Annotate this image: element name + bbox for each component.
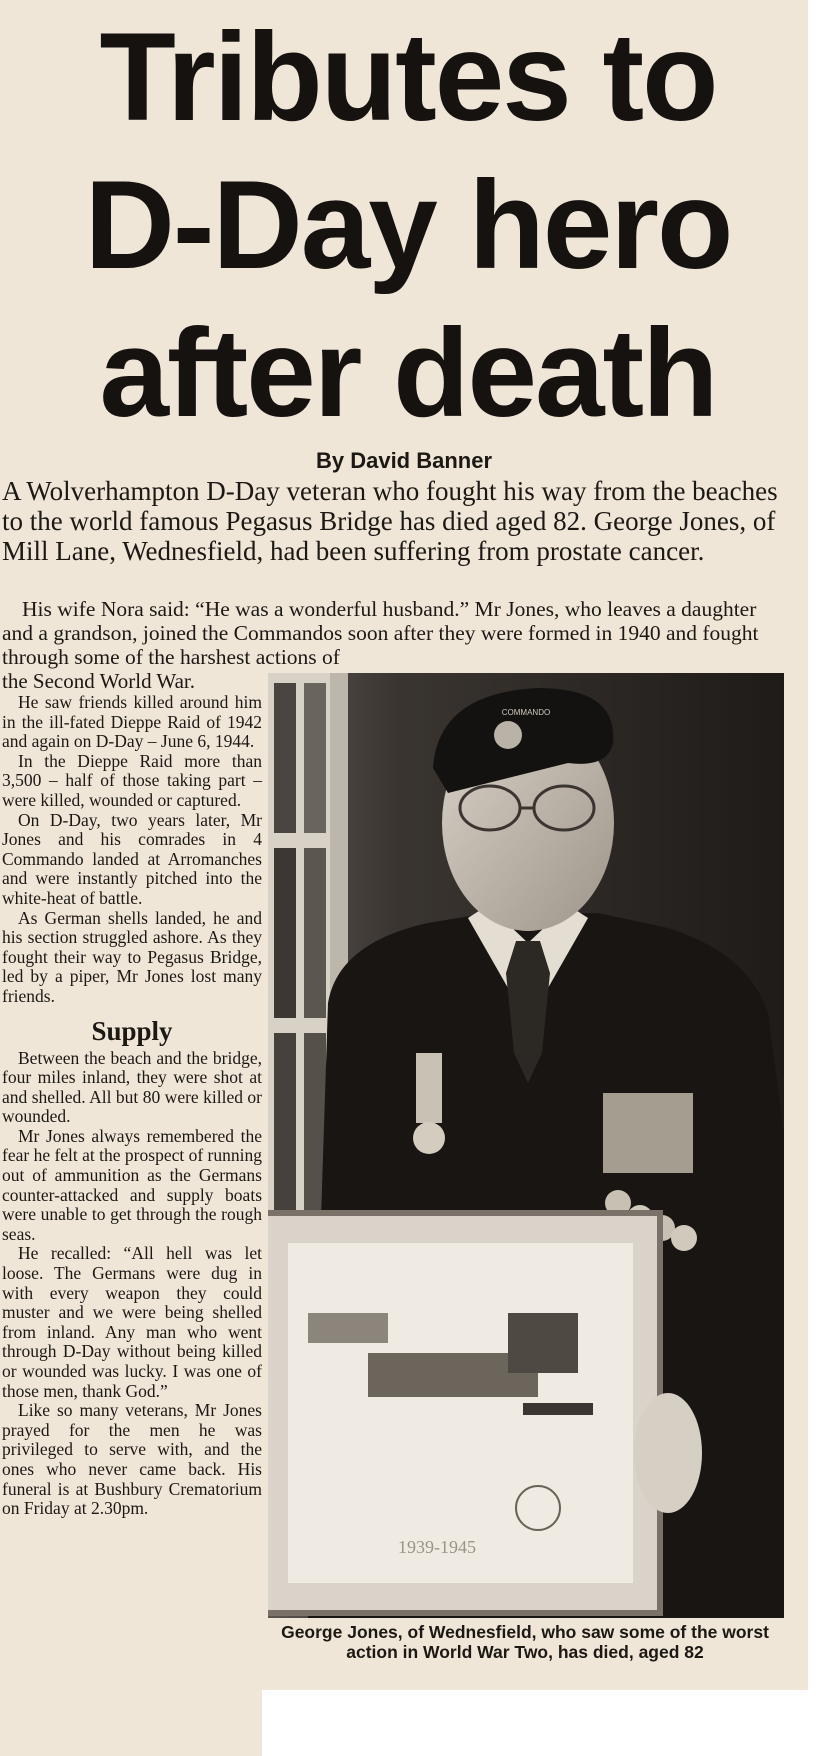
body-paragraph: In the Dieppe Raid more than 3,500 – half of those taking part – were killed, wounded or captured. (2, 750, 262, 810)
body-paragraph: He recalled: “All hell was let loose. The Germans were dug in with every weapon they could muster and we were being shelled from inland. Any man who went through D-Day without being killed or wounded was lucky. I was one of those men, thank God.” (2, 1243, 262, 1401)
photo-caption: George Jones, of Wednesfield, who saw some of the worst action in World War Two, has died, aged 82 (281, 1622, 769, 1662)
lead-paragraph: His wife Nora said: “He was a wonderful husband.” Mr Jones, who leaves a daughter and a grandson, joined the Commandos soon after they were formed in 1940 and fought through some of the harshest actions of (2, 597, 759, 669)
body-paragraph: On D-Day, two years later, Mr Jones and his comrades in 4 Commando landed at Arromanches and were instantly pitched into the white-heat of battle. (2, 809, 262, 908)
portrait-photo (268, 673, 784, 1618)
intro-paragraph: A Wolverhampton D-Day veteran who fought his way from the beaches to the world famous Pegasus Bridge has died aged 82. George Jones, of Mill Lane, Wednesfield, had been suffering from prostate cancer. (2, 476, 778, 566)
headline-line-3: after death (99, 304, 717, 443)
beret-badge-text: COMMANDO (501, 708, 551, 717)
body-paragraph: Like so many veterans, Mr Jones prayed for the men he was privileged to serve with, and the ones who never came back. His funeral is at Bushbury Crematorium on Friday at 2.30pm. (2, 1400, 262, 1519)
hand (634, 1393, 702, 1513)
body-column (2, 693, 262, 1519)
beret-badge-icon (494, 721, 522, 749)
single-medal (413, 1053, 445, 1154)
body-paragraph: Between the beach and the bridge, four miles inland, they were shot at and shelled. All but 80 were killed or wounded. (2, 1047, 262, 1127)
framed-certificate (268, 1213, 660, 1613)
byline: By David Banner (315, 448, 493, 473)
clipping-edge (262, 1690, 817, 1756)
headline-line-1: Tributes to (99, 8, 717, 147)
lead-paragraph-end: the Second World War. (2, 669, 195, 693)
portrait-photo-illustration (268, 673, 784, 1618)
body-paragraph: Mr Jones always remembered the fear he felt at the prospect of running out of ammunition as the Germans counter-attacked and supply boats were unable to get through the rough seas. (2, 1125, 262, 1244)
headline (18, 4, 798, 448)
body-paragraph: He saw friends killed around him in the ill-fated Dieppe Raid of 1942 and again on D-Day – June 6, 1944. (2, 692, 262, 752)
subheading: Supply (91, 1015, 173, 1046)
headline-line-2: D-Day hero (84, 156, 732, 295)
certificate-years: 1939-1945 (398, 1537, 476, 1557)
body-paragraph: As German shells landed, he and his section struggled ashore. As they fought their way to Pegasus Bridge, led by a piper, Mr Jones lost many friends. (2, 907, 262, 1006)
